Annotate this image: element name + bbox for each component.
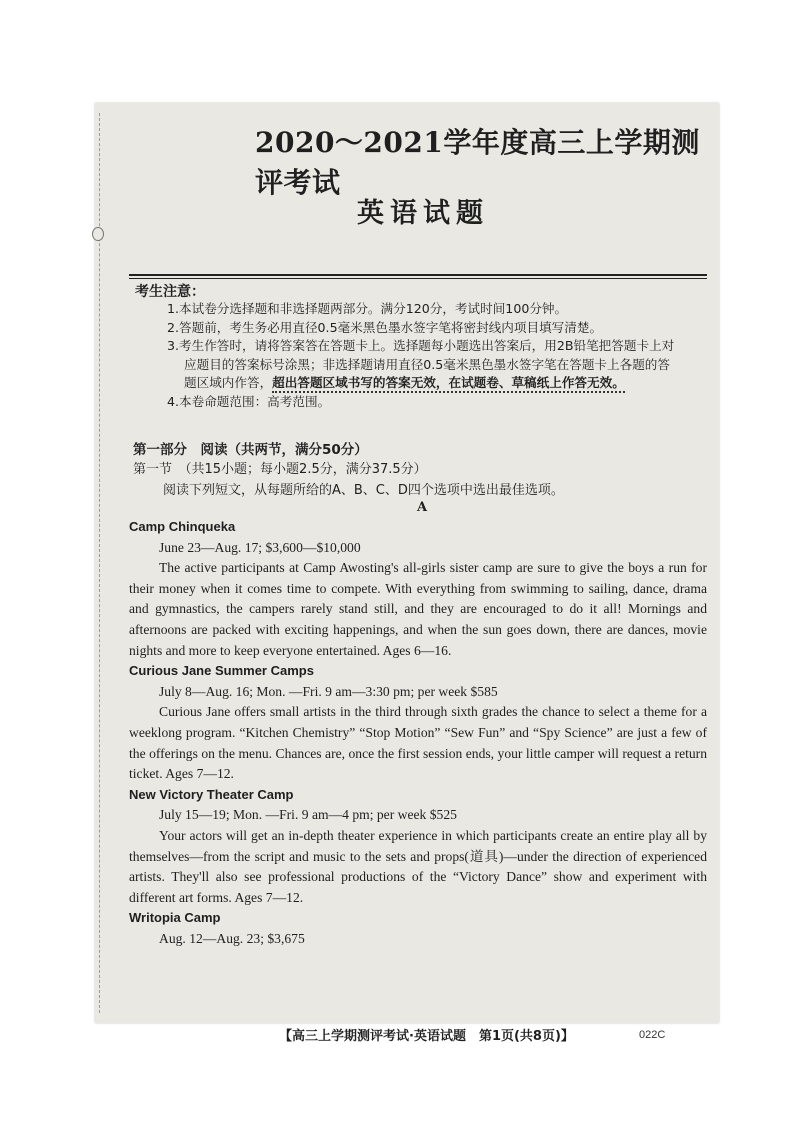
page-footer: 【高三上学期测评考试·英语试题 第1页(共8页)】 bbox=[279, 1029, 574, 1044]
notice-heading: 考生注意： bbox=[135, 284, 205, 300]
camp-description: Your actors will get an in-depth theater experience in which participants create an entire play all by themselves—from the script and music to the sets and props(道具)—under the direction of experienced artists. They'll also see professional productions of the “Victory Dance” show and experiment with different art forms. Ages 7—12. bbox=[129, 827, 707, 905]
exam-page bbox=[95, 103, 719, 1044]
divider bbox=[129, 274, 707, 276]
passage bbox=[129, 517, 707, 949]
camp-meta: July 8—Aug. 16; Mon. —Fri. 9 am—3:30 pm; per week $585 bbox=[159, 683, 498, 699]
passage-letter: A bbox=[417, 500, 428, 515]
notice-item: 1.本试卷分选择题和非选择题两部分。满分120分，考试时间100分钟。 bbox=[167, 301, 568, 316]
notice-item: 2.答题前，考生务必用直径0.5毫米黑色墨水签字笔将密封线内项目填写清楚。 bbox=[167, 319, 603, 335]
notice-item: 3.考生作答时，请将答案答在答题卡上。选择题每小题选出答案后，用2B铅笔把答题卡上对 bbox=[167, 338, 675, 354]
camp-name: New Victory Theater Camp bbox=[129, 786, 294, 802]
notice-item: 4.本卷命题范围：高考范围。 bbox=[167, 393, 331, 409]
section-heading: 第一节 （共15小题；每小题2.5分，满分37.5分） bbox=[133, 462, 427, 477]
page-code: 022C bbox=[639, 1029, 666, 1041]
exam-subtitle: 英语试题 bbox=[357, 198, 489, 229]
camp-name: Curious Jane Summer Camps bbox=[129, 663, 314, 679]
divider-thin bbox=[129, 278, 707, 279]
camp-name: Camp Chinqueka bbox=[129, 519, 236, 534]
notice-item-part: 题区域内作答， bbox=[184, 375, 273, 391]
notice-item-line bbox=[167, 374, 715, 393]
seal-line bbox=[99, 113, 100, 1013]
notice-list bbox=[167, 300, 715, 412]
camp-meta: Aug. 12—Aug. 23; $3,675 bbox=[159, 930, 305, 946]
notice-emphasis: 超出答题区域书写的答案无效，在试题卷、草稿纸上作答无效。 bbox=[272, 375, 625, 393]
page-content bbox=[129, 103, 707, 1044]
camp-meta: June 23—Aug. 17; $3,600—$10,000 bbox=[159, 539, 361, 555]
instruction: 阅读下列短文，从每题所给的A、B、C、D四个选项中选出最佳选项。 bbox=[163, 483, 564, 498]
notice-item: 应题目的答案标号涂黑；非选择题请用直径0.5毫米黑色墨水签字笔在答题卡上各题的答 bbox=[184, 356, 670, 372]
camp-description: The active participants at Camp Awosting's all-girls sister camp are sure to give the boys a run for their money when it comes time to compete. With everything from swimming to sailing, dance, drama and gymnastics, the campers rarely stand still, and they are encouraged to do it all! Mornings and afternoons are packed with exciting happenings, and when the sun goes down, there are dances, movie nights and more to keep everyone entertained. Ages 6—16. bbox=[129, 560, 707, 658]
camp-name: Writopia Camp bbox=[129, 910, 221, 926]
part-heading: 第一部分 阅读（共两节，满分50分） bbox=[133, 442, 368, 458]
binding-hole bbox=[92, 227, 104, 241]
exam-title: 2020～2021学年度高三上学期测评考试 bbox=[255, 126, 700, 199]
camp-meta: July 15—19; Mon. —Fri. 9 am—4 pm; per week $525 bbox=[159, 807, 457, 823]
camp-description: Curious Jane offers small artists in the third through sixth grades the chance to select a theme for a weeklong program. “Kitchen Chemistry” “Stop Motion” “Sew Fun” and “Spy Science” are just a few of the offerings on the menu. Chances are, once the first session ends, your little camper will request a return ticket. Ages 7—12. bbox=[129, 704, 707, 782]
